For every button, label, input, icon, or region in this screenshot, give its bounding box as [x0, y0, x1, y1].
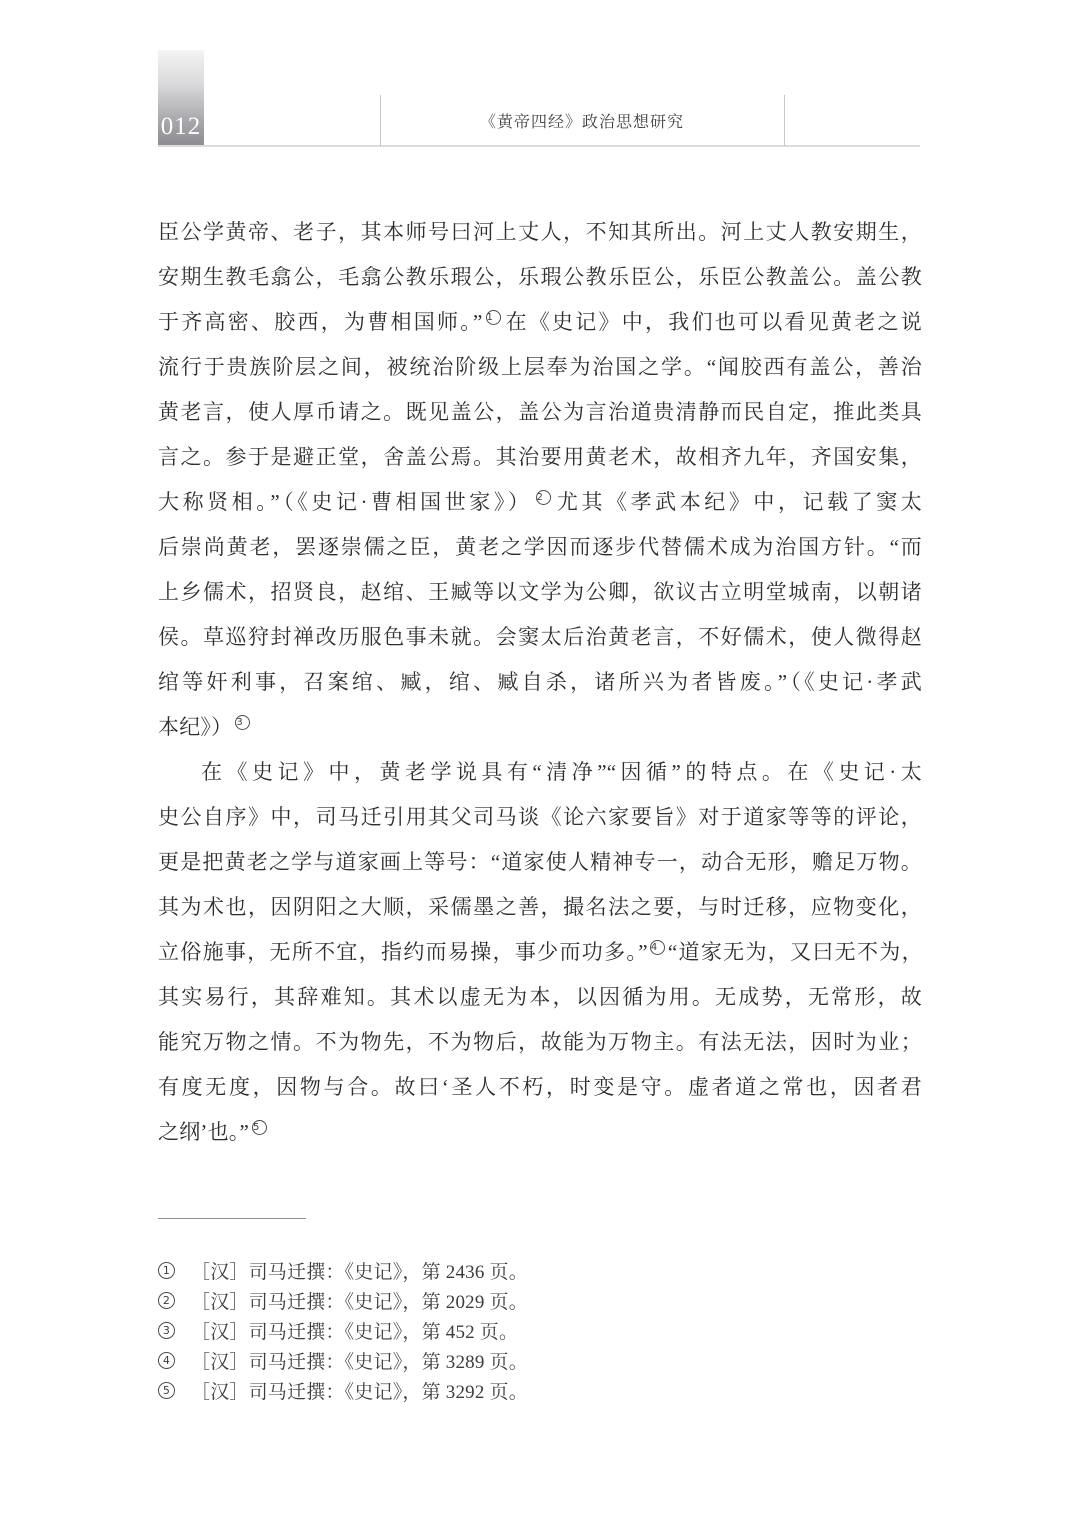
body-line	[158, 1020, 922, 1065]
body-text-run: 立俗施事，无所不宜，指约而易操，事少而功多。”	[158, 940, 647, 964]
body-text-run: 安期生教毛翕公，毛翕公教乐瑕公，乐瑕公教乐臣公，乐臣公教盖公。盖公教	[158, 265, 922, 289]
body-text-run: 史公自序》中，司马迁引用其父司马谈《论六家要旨》对于道家等等的评论，	[158, 805, 922, 829]
body-line	[158, 795, 922, 840]
body-text-run: 于齐高密、胶西，为曹相国师。”	[158, 310, 483, 334]
body-text-run: 有度无度，因物与合。故曰‘圣人不朽，时变是守。虚者道之常也，因者君	[158, 1075, 922, 1099]
body-line	[158, 390, 922, 435]
body-text-run: 之纲’也。”	[158, 1120, 250, 1144]
body-line	[158, 885, 922, 930]
footnote-ref: 4	[650, 940, 665, 955]
footnote-marker: 1	[158, 1262, 175, 1279]
footnote-ref: 1	[486, 310, 501, 325]
header-separator-right	[784, 95, 785, 146]
footnote-text: ［汉］司马迁撰：《史记》，第 452 页。	[191, 1321, 519, 1343]
footnote-text: ［汉］司马迁撰：《史记》，第 3292 页。	[191, 1381, 528, 1403]
body-text-run: 流行于贵族阶层之间，被统治阶级上层奉为治国之学。“闻胶西有盖公，善治	[158, 355, 922, 379]
body-text-run: 后崇尚黄老，罢逐崇儒之臣，黄老之学因而逐步代替儒术成为治国方针。“而	[158, 535, 922, 559]
body-text-run: 大称贤相。”（《史记·曹相国世家》）	[158, 490, 533, 514]
footnote-text: ［汉］司马迁撰：《史记》，第 2436 页。	[191, 1261, 528, 1283]
body-line	[158, 750, 922, 795]
footnote-ref: 2	[536, 490, 551, 505]
body-line	[158, 480, 922, 525]
footnote-item	[158, 1315, 922, 1345]
body-text-run: 在《史记》中，黄老学说具有“清净”“因循”的特点。在《史记·太	[201, 760, 922, 784]
footnote-marker: 2	[158, 1292, 175, 1309]
body-line	[158, 525, 922, 570]
body-text-run: “道家无为，又曰无不为，	[667, 940, 922, 964]
body-line	[158, 210, 922, 255]
body-line	[158, 1065, 922, 1110]
body-text-run: 绾等奸利事，召案绾、臧，绾、臧自杀，诸所兴为者皆废。”（《史记·孝武	[158, 670, 922, 694]
body-text-run: 其实易行，其辞难知。其术以虚无为本，以因循为用。无成势，无常形，故	[158, 985, 922, 1009]
footnote-text: ［汉］司马迁撰：《史记》，第 2029 页。	[191, 1291, 528, 1313]
body-text-run: 本纪》）	[158, 715, 233, 739]
footnote-item	[158, 1285, 922, 1315]
body-text-run: 尤其《孝武本纪》中，记载了窦太	[553, 490, 923, 514]
body-line	[158, 435, 922, 480]
body-text-run: 言之。参于是避正堂，舍盖公焉。其治要用黄老术，故相齐九年，齐国安集，	[158, 445, 922, 469]
footnote-list	[158, 1255, 922, 1405]
footnote-item	[158, 1375, 922, 1405]
body-line	[158, 975, 922, 1020]
body-line	[158, 705, 922, 750]
footnote-divider	[158, 1218, 306, 1219]
body-line	[158, 570, 922, 615]
footnote-marker: 4	[158, 1352, 175, 1369]
body-text-run: 侯。草巡狩封禅改历服色事未就。会窦太后治黄老言，不好儒术，使人微得赵	[158, 625, 922, 649]
page-number-bar	[158, 50, 204, 146]
body-text-run: 更是把黄老之学与道家画上等号：“道家使人精神专一，动合无形，赡足万物。	[158, 850, 922, 874]
page-number: 012	[160, 113, 202, 140]
body-text	[158, 210, 922, 1155]
footnote-item	[158, 1345, 922, 1375]
footnote-ref: 5	[252, 1120, 267, 1135]
body-line	[158, 615, 922, 660]
footnote-text: ［汉］司马迁撰：《史记》，第 3289 页。	[191, 1351, 528, 1373]
body-line	[158, 255, 922, 300]
footnote-marker: 3	[158, 1322, 175, 1339]
body-text-run: 其为术也，因阴阳之大顺，采儒墨之善，撮名法之要，与时迁移，应物变化，	[158, 895, 922, 919]
body-text-run: 臣公学黄帝、老子，其本师号曰河上丈人，不知其所出。河上丈人教安期生，	[158, 220, 922, 244]
body-text-run: 黄老言，使人厚币请之。既见盖公，盖公为言治道贵清静而民自定，推此类具	[158, 400, 922, 424]
running-head-book-title: 《黄帝四经》政治思想研究	[479, 114, 684, 131]
body-line	[158, 1110, 922, 1155]
body-text-run: 在《史记》中，我们也可以看见黄老之说	[503, 310, 922, 334]
body-line	[158, 300, 922, 345]
body-line	[158, 840, 922, 885]
body-line	[158, 930, 922, 975]
body-text-run: 上乡儒术，招贤良，赵绾、王臧等以文学为公卿，欲议古立明堂城南，以朝诸	[158, 580, 922, 604]
body-line	[158, 345, 922, 390]
footnote-item	[158, 1255, 922, 1285]
footnote-ref: 3	[235, 715, 250, 730]
body-line	[158, 660, 922, 705]
body-text-run: 能究万物之情。不为物先，不为物后，故能为万物主。有法无法，因时为业；	[158, 1030, 922, 1054]
footnote-marker: 5	[158, 1382, 175, 1399]
